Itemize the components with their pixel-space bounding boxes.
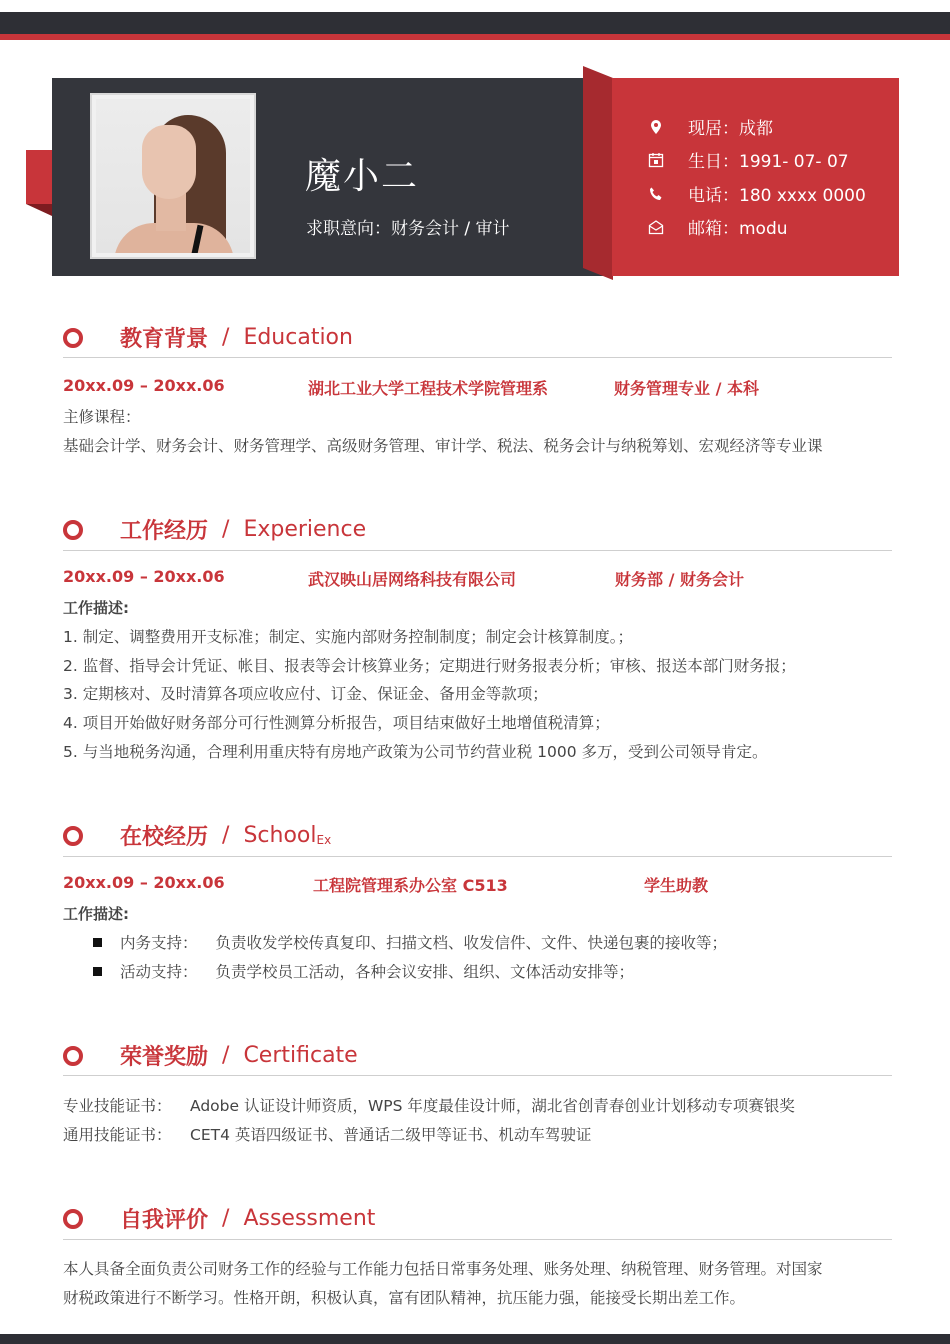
contact-birthday bbox=[648, 147, 849, 172]
section-title-education: 教育背景 / Education bbox=[63, 322, 353, 353]
experience-position: 财务部 / 财务会计 bbox=[615, 570, 744, 589]
school-item: 活动支持： 负责学校员工活动，各种会议安排、组织、文体活动安排等； bbox=[93, 960, 634, 982]
contact-panel-flap bbox=[583, 66, 613, 280]
experience-item: 3. 定期核对、及时清算各项应收应付、订金、保证金、备用金等款项； bbox=[63, 685, 548, 703]
contact-phone-text: 电话：180 xxxx 0000 bbox=[688, 186, 866, 206]
section-divider bbox=[63, 357, 892, 358]
contact-phone bbox=[648, 181, 866, 206]
section-title-school: 在校经历 / School Ex bbox=[63, 820, 331, 851]
experience-item: 2. 监督、指导会计凭证、帐目、报表等会计核算业务；定期进行财务报表分析；审核、报送本部门财务报； bbox=[63, 657, 796, 675]
school-item: 内务支持： 负责收发学校传真复印、扫描文档、收发信件、文件、快递包裹的接收等； bbox=[93, 931, 727, 953]
section-title-assessment: 自我评价 / Assessment bbox=[63, 1203, 375, 1234]
section-ring-icon bbox=[63, 520, 83, 540]
section-divider bbox=[63, 1075, 892, 1076]
section-divider bbox=[63, 856, 892, 857]
profile-photo bbox=[90, 93, 256, 259]
courses-list: 基础会计学、财务会计、财务管理学、高级财务管理、审计学、税法、税务会计与纳税筹划、宏观经济等专业课 bbox=[63, 437, 823, 455]
certificate-row: 通用技能证书： CET4 英语四级证书、普通话二级甲等证书、机动车驾驶证 bbox=[63, 1126, 592, 1144]
section-divider bbox=[63, 550, 892, 551]
mail-icon bbox=[648, 219, 664, 235]
contact-location-text: 现居：成都 bbox=[688, 119, 773, 139]
contact-panel bbox=[612, 78, 899, 276]
section-ring-icon bbox=[63, 1209, 83, 1229]
contact-email-text: 邮箱：modu bbox=[688, 219, 788, 239]
experience-item: 1. 制定、调整费用开支标准；制定、实施内部财务控制制度；制定会计核算制度。； bbox=[63, 628, 633, 646]
phone-icon bbox=[648, 186, 664, 202]
bullet-square-icon bbox=[93, 967, 102, 976]
section-divider bbox=[63, 1239, 892, 1240]
school-date: 20xx.09 – 20xx.06 bbox=[63, 873, 225, 892]
contact-birthday-text: 生日：1991- 07- 07 bbox=[688, 152, 849, 172]
section-ring-icon bbox=[63, 1046, 83, 1066]
bullet-square-icon bbox=[93, 938, 102, 947]
section-ring-icon bbox=[63, 328, 83, 348]
experience-desc-label: 工作描述: bbox=[63, 599, 129, 617]
experience-company: 武汉映山居网络科技有限公司 bbox=[308, 570, 517, 589]
top-red-bar bbox=[0, 34, 950, 40]
education-date: 20xx.09 – 20xx.06 bbox=[63, 376, 225, 395]
certificate-row: 专业技能证书： Adobe 认证设计师资质，WPS 年度最佳设计师，湖北省创青春创业计划移动专项赛银奖 bbox=[63, 1097, 795, 1115]
school-desc-label: 工作描述: bbox=[63, 905, 129, 923]
top-dark-bar bbox=[0, 12, 950, 34]
location-pin-icon bbox=[648, 119, 664, 135]
assessment-line: 财税政策进行不断学习。性格开朗，积极认真，富有团队精神，抗压能力强，能接受长期出差工作。 bbox=[63, 1289, 746, 1307]
bottom-dark-bar bbox=[0, 1334, 950, 1344]
portrait-image bbox=[96, 99, 250, 253]
school-role: 学生助教 bbox=[644, 876, 709, 895]
courses-label: 主修课程： bbox=[63, 408, 141, 426]
education-school: 湖北工业大学工程技术学院管理系 bbox=[308, 379, 549, 398]
school-org: 工程院管理系办公室 C513 bbox=[313, 876, 508, 895]
section-title-experience: 工作经历 / Experience bbox=[63, 514, 366, 545]
experience-item: 4. 项目开始做好财务部分可行性测算分析报告，项目结束做好土地增值税清算； bbox=[63, 714, 610, 732]
experience-date: 20xx.09 – 20xx.06 bbox=[63, 567, 225, 586]
section-title-certificate: 荣誉奖励 / Certificate bbox=[63, 1040, 358, 1071]
experience-item: 5. 与当地税务沟通，合理利用重庆特有房地产政策为公司节约营业税 1000 多万，受到公司领导肯定。 bbox=[63, 743, 768, 761]
contact-location bbox=[648, 114, 773, 139]
section-ring-icon bbox=[63, 826, 83, 846]
assessment-line: 本人具备全面负责公司财务工作的经验与工作能力包括日常事务处理、账务处理、纳税管理、财务管理。对国家 bbox=[63, 1260, 823, 1278]
job-objective: 求职意向：财务会计 / 审计 bbox=[306, 219, 510, 239]
education-major: 财务管理专业 / 本科 bbox=[614, 379, 759, 398]
candidate-name: 魔小二 bbox=[305, 156, 420, 197]
header-side-tab-fold bbox=[26, 204, 52, 216]
contact-email bbox=[648, 214, 788, 239]
calendar-icon bbox=[648, 152, 664, 168]
